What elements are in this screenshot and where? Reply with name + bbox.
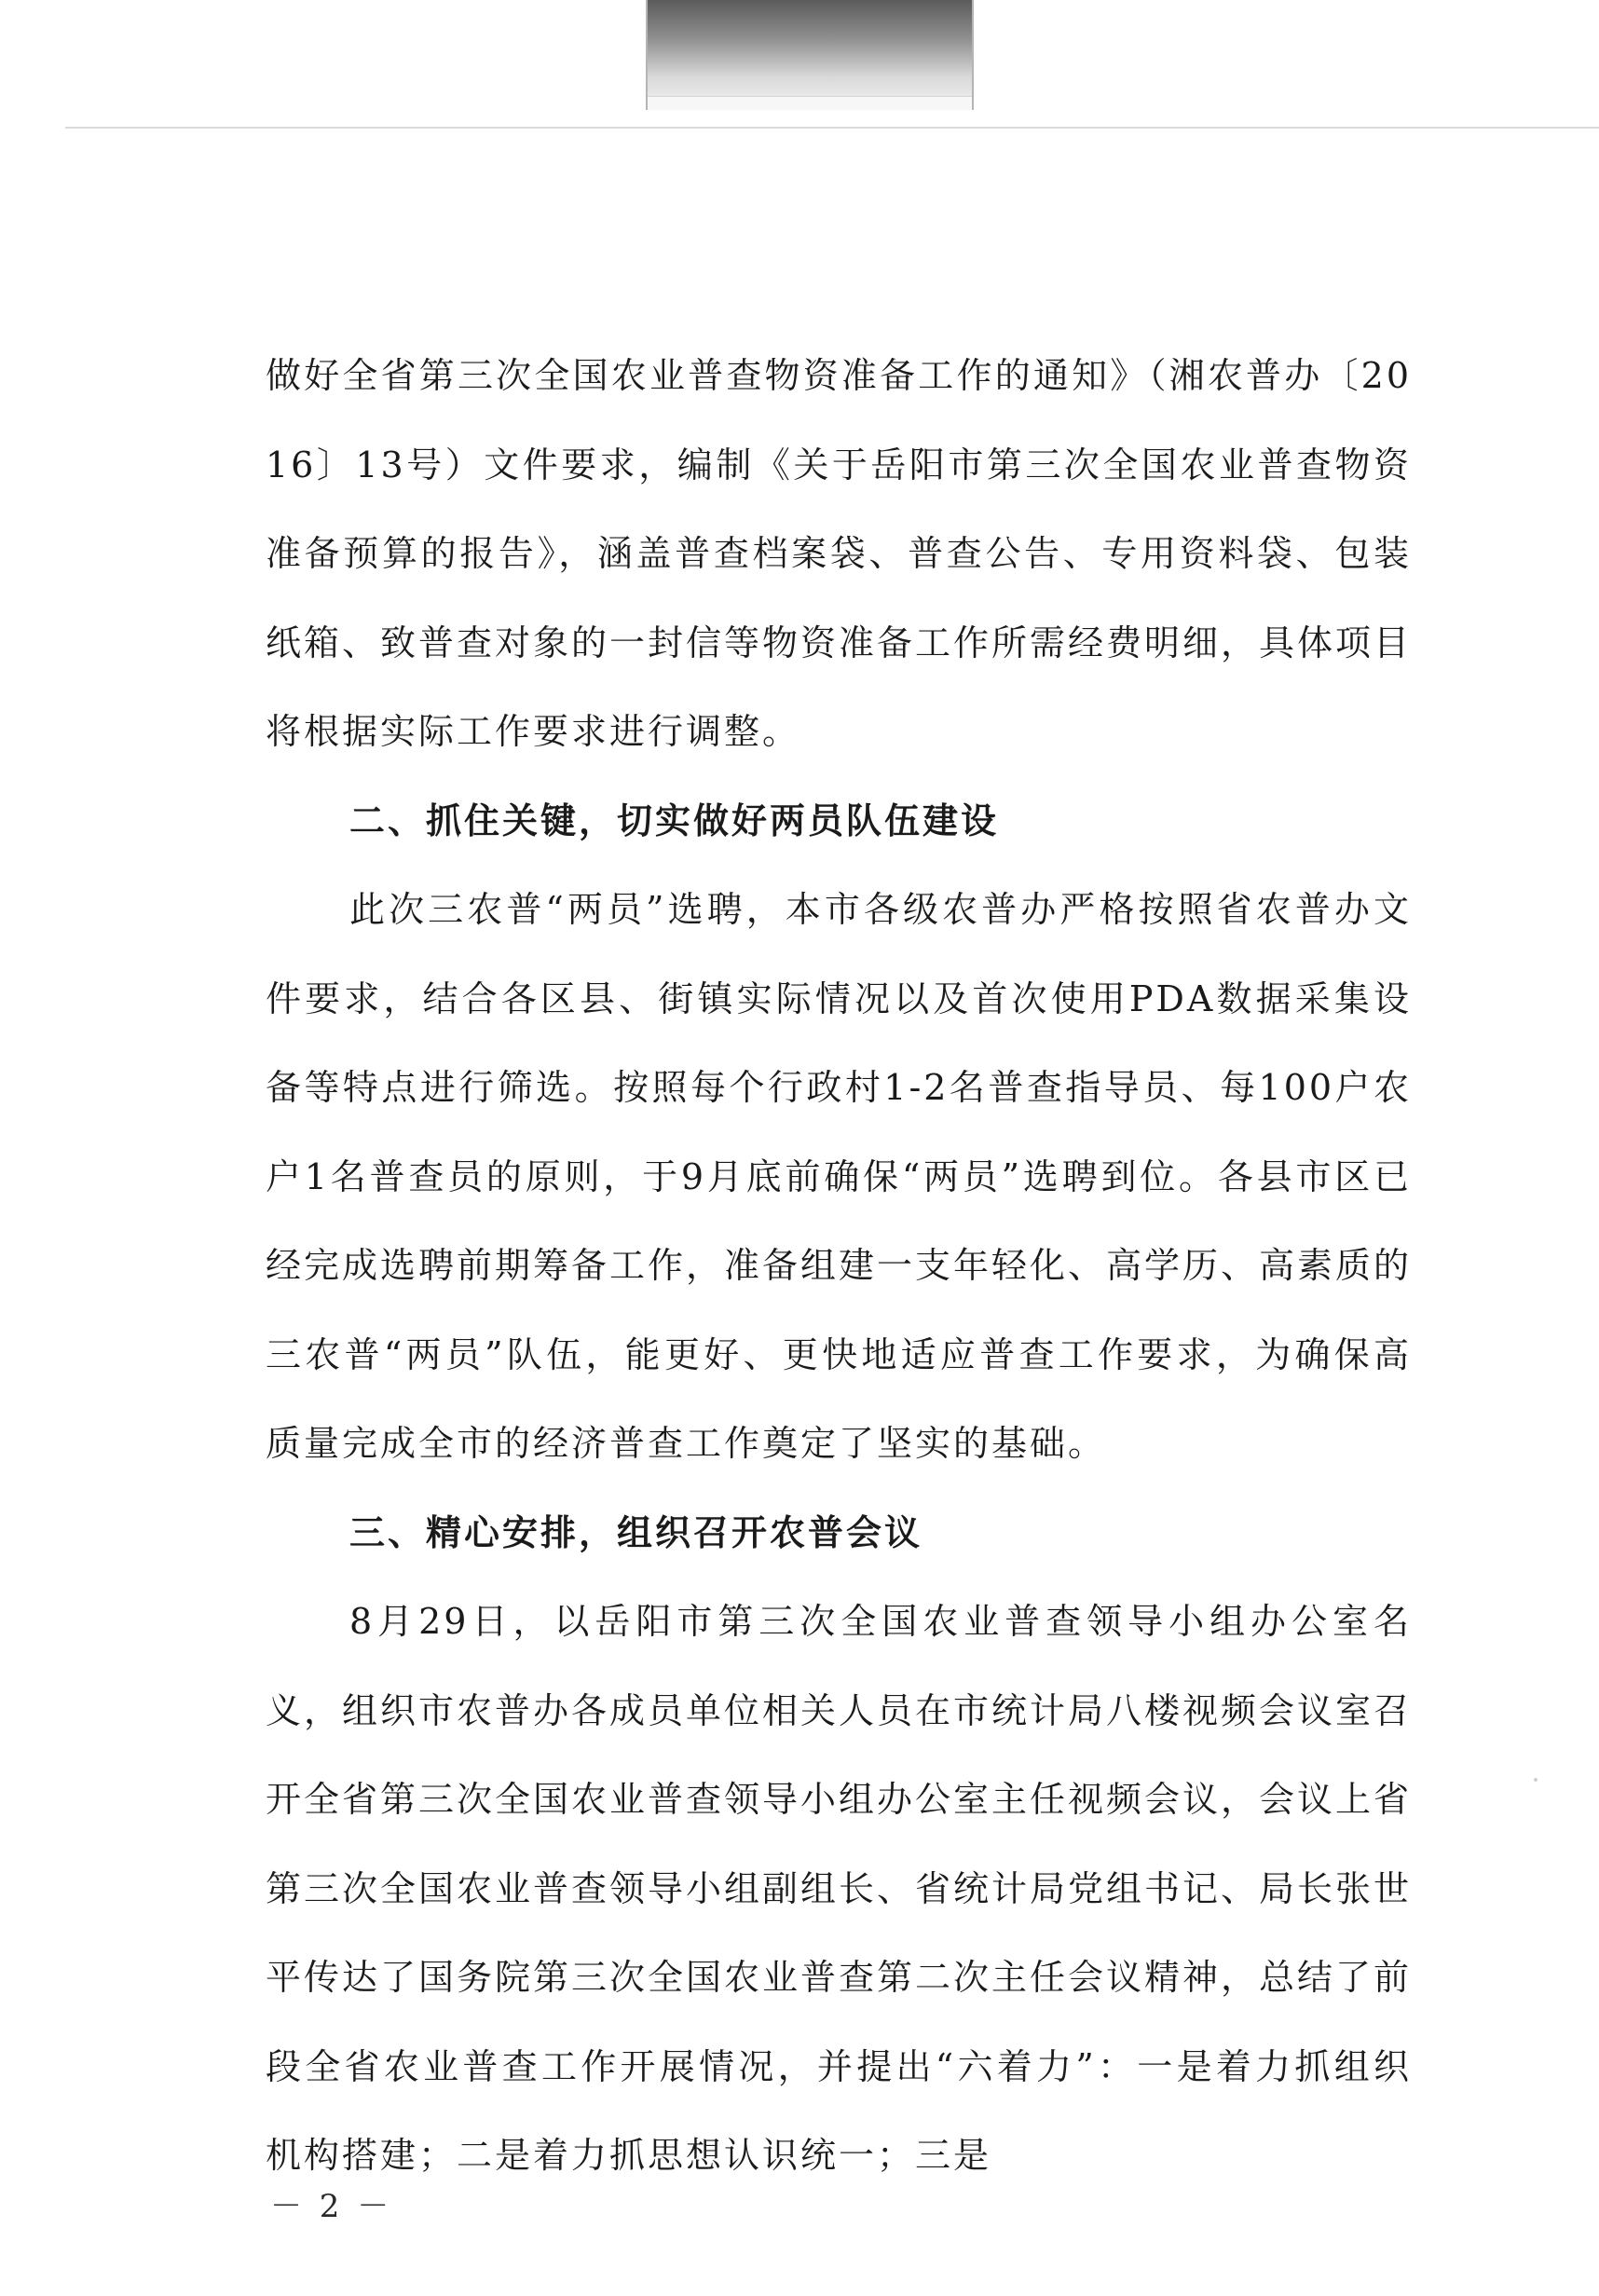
- top-rule: [65, 127, 1599, 129]
- paragraph-meeting: 8月29日，以岳阳市第三次全国农业普查领导小组办公室名义，组织市农普办各成员单位相关人员在市统计局八楼视频会议室召开全省第三次全国农业普查领导小组办公室主任视频会议，会议上省第三次全国农业普查领导小组副组长、省统计局党组书记、局长张世平传达了国务院第三次全国农业普查第二次主任会议精神，总结了前段全省农业普查工作开展情况，并提出“六着力”：一是着力抓组织机构搭建；二是着力抓思想认识统一；三是: [266, 1601, 1413, 2176]
- scan-speck: [1534, 1778, 1538, 1782]
- paragraph-personnel-selection: 此次三农普“两员”选聘，本市各级农普办严格按照省农普办文件要求，结合各区县、街镇实际情况以及首次使用PDA数据采集设备等特点进行筛选。按照每个行政村1-2名普查指导员、每100户农户1名普查员的原则，于9月底前确保“两员”选聘到位。各县市区已经完成选聘前期筹备工作，准备组建一支年轻化、高学历、高素质的三农普“两员”队伍，能更好、更快地适应普查工作要求，为确保高质量完成全市的经济普查工作奠定了坚实的基础。: [266, 889, 1413, 1464]
- document-body: [266, 332, 1412, 2201]
- section-heading-three: 三、精心安排，组织召开农普会议: [349, 1511, 923, 1553]
- scan-header-mark: [646, 0, 974, 110]
- section-heading-two: 二、抓住关键，切实做好两员队伍建设: [349, 800, 1000, 841]
- paragraph-continuation: 做好全省第三次全国农业普查物资准备工作的通知》（湘农普办〔2016〕13号）文件要求，编制《关于岳阳市第三次全国农业普查物资准备预算的报告》，涵盖普查档案袋、普查公告、专用资料袋、包装纸箱、致普查对象的一封信等物资准备工作所需经费明细，具体项目将根据实际工作要求进行调整。: [266, 355, 1413, 752]
- page-number: － 2 －: [270, 2188, 393, 2225]
